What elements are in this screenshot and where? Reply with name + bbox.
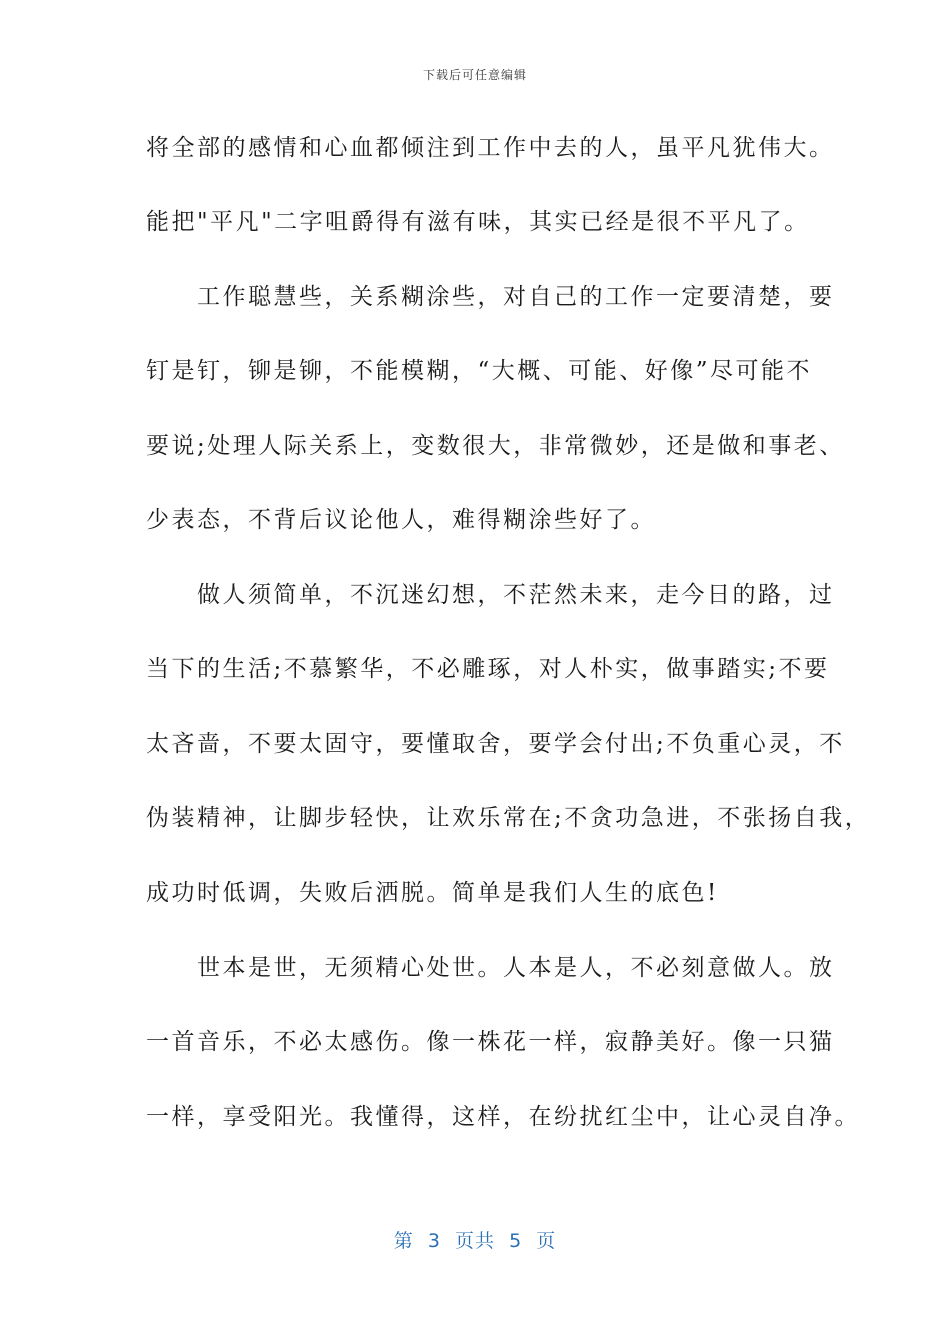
header-note: 下载后可任意编辑 <box>422 68 527 82</box>
text-line: 世本是世，无须精心处世。人本是人，不必刻意做人。放 <box>146 955 835 981</box>
text-line: 做人须简单，不沉迷幻想，不茫然未来，走今日的路，过 <box>146 582 835 608</box>
text-line: 成功时低调，失败后洒脱。简单是我们人生的底色! <box>146 880 719 906</box>
text-line: 工作聪慧些，关系糊涂些，对自己的工作一定要清楚，要 <box>146 284 835 310</box>
text-line: 将全部的感情和心血都倾注到工作中去的人，虽平凡犹伟大。 <box>146 135 835 161</box>
text-line: 要说;处理人际关系上，变数很大，非常微妙，还是做和事老、 <box>146 433 845 459</box>
text-line: 伪装精神，让脚步轻快，让欢乐常在;不贪功急进，不张扬自我， <box>146 805 871 831</box>
text-line: 太吝啬，不要太固守，要懂取舍，要学会付出;不负重心灵，不 <box>146 731 845 757</box>
text-line: 少表态，不背后议论他人，难得糊涂些好了。 <box>146 507 656 533</box>
text-line: 当下的生活;不慕繁华，不必雕琢，对人朴实，做事踏实;不要 <box>146 656 830 682</box>
text-line: 能把"平凡"二字咀爵得有滋有味，其实已经是很不平凡了。 <box>146 209 810 235</box>
page-indicator: 第 3 页共 5 页 <box>393 1230 557 1252</box>
text-line: 一样，享受阳光。我懂得，这样，在纷扰红尘中，让心灵自净。 <box>146 1104 860 1130</box>
text-line: 钉是钉，铆是铆，不能模糊，“大概、可能、好像”尽可能不 <box>146 358 813 384</box>
text-line: 一首音乐，不必太感伤。像一株花一样，寂静美好。像一只猫 <box>146 1029 835 1055</box>
